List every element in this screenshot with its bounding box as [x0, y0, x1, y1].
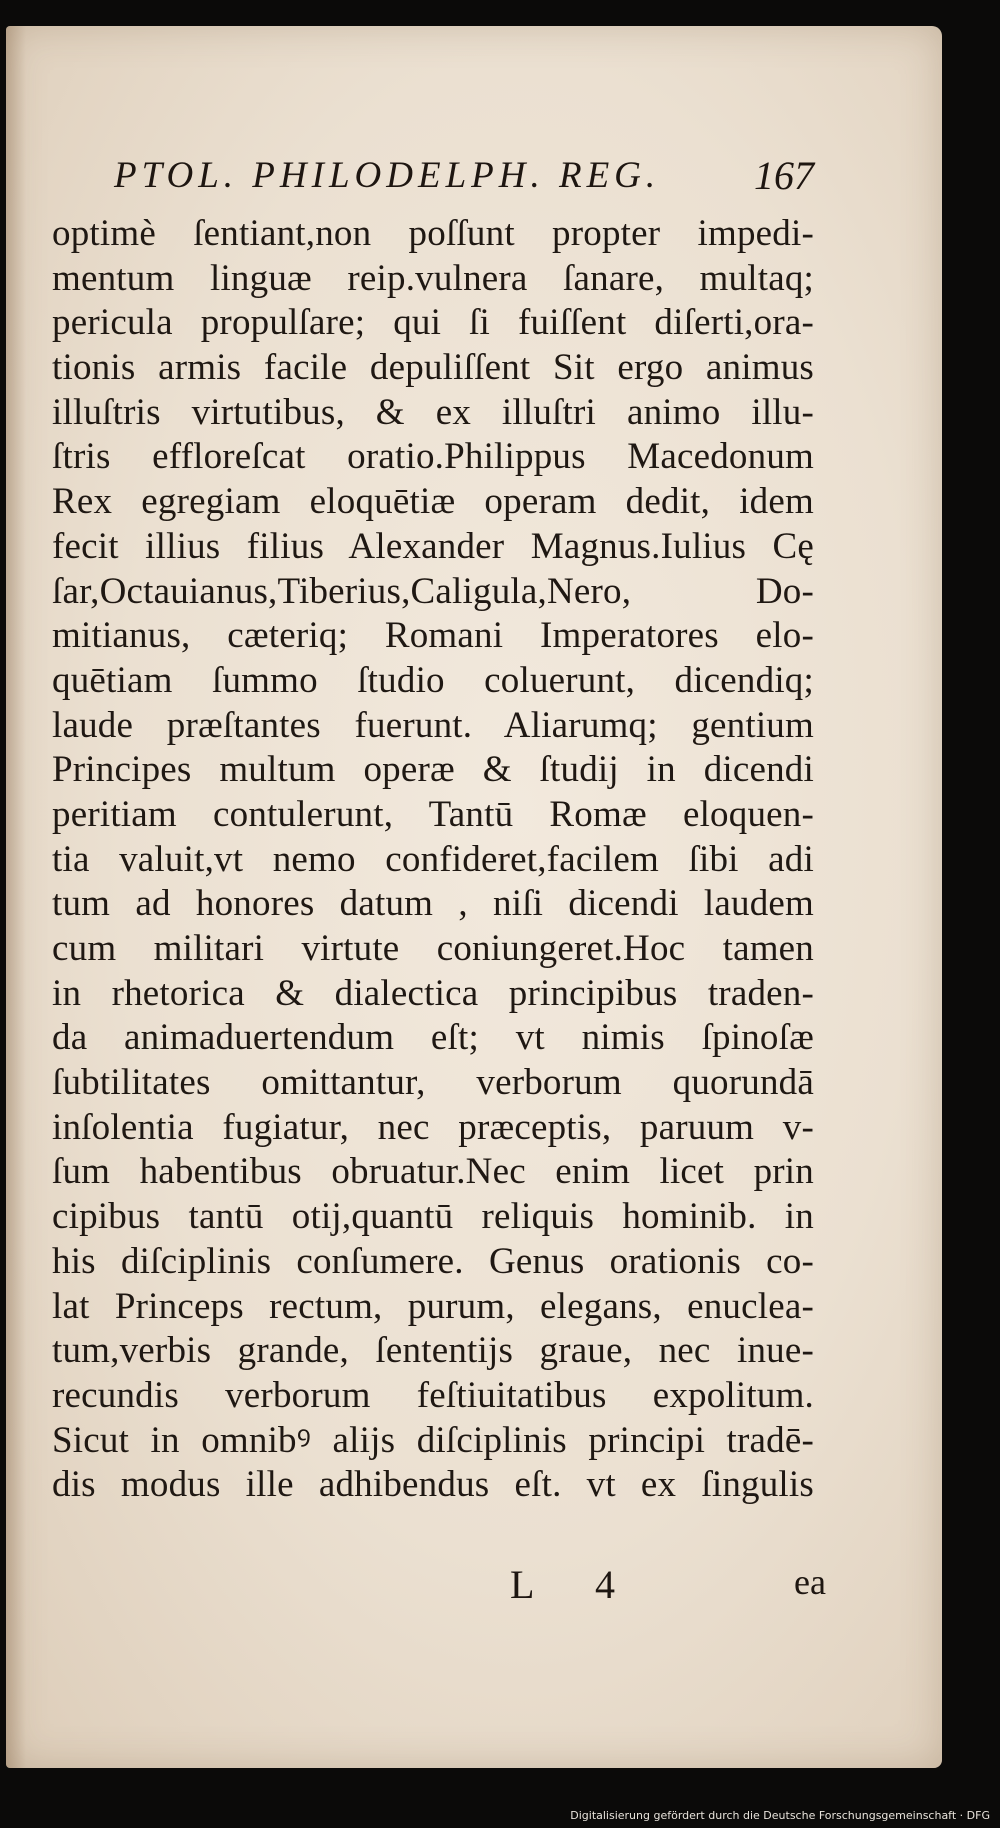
book-page — [6, 26, 942, 1768]
text-line: mitianus, cæteriq; Romani Imperatores elo- — [52, 615, 814, 657]
text-line: his diſciplinis conſumere. Genus orationis co- — [52, 1240, 814, 1282]
text-line: in rhetorica & dialectica principibus traden- — [52, 972, 814, 1014]
text-line: tum,verbis grande, ſententijs graue, nec inue- — [52, 1330, 814, 1372]
running-head: PTOL. PHILODELPH. REG. — [114, 155, 661, 196]
text-line: Principes multum operæ & ſtudij in dicendi — [52, 749, 814, 791]
text-line: fecit illius filius Alexander Magnus.Iulius Cę — [52, 525, 814, 567]
page-footer — [506, 1561, 826, 1617]
text-line: tionis armis facile depuliſſent Sit ergo animus — [52, 347, 814, 389]
digitization-credit: Digitalisierung gefördert durch die Deutsche Forschungsgemeinschaft · DFG — [570, 1809, 990, 1822]
text-line: cipibus tantū otij,quantū reliquis hominib. in — [52, 1196, 814, 1238]
text-line: Rex egregiam eloquētiæ operam dedit, idem — [52, 481, 814, 523]
text-line: dis modus ille adhibendus eſt. vt ex ſingulis — [52, 1464, 814, 1506]
text-line: illuſtris virtutibus, & ex illuſtri animo illu- — [52, 391, 814, 433]
text-line: laude præſtantes fuerunt. Aliarumq; gentium — [52, 704, 814, 746]
page-number: 167 — [754, 153, 814, 198]
text-line: quētiam ſummo ſtudio coluerunt, dicendiq; — [52, 659, 814, 701]
text-line: tum ad honores datum , niſi dicendi laudem — [52, 883, 814, 925]
text-line: Sicut in omnibꝰ alijs diſciplinis principi tradē- — [52, 1419, 814, 1461]
body-text — [52, 212, 814, 1552]
text-line: recundis verborum feſtiuitatibus expolitum. — [52, 1374, 814, 1416]
signature-mark: L 4 — [510, 1562, 641, 1607]
text-line: mentum linguæ reip.vulnera ſanare, multaq; — [52, 257, 814, 299]
text-line: inſolentia fugiatur, nec præceptis, paruum v- — [52, 1106, 814, 1148]
catchword: ea — [794, 1562, 826, 1602]
text-line: ſar,Octauianus,Tiberius,Caligula,Nero, Do- — [52, 570, 814, 612]
page-spine-shadow — [6, 26, 26, 1768]
text-line: tia valuit,vt nemo confideret,facilem ſibi adi — [52, 838, 814, 880]
text-line: ſtris effloreſcat oratio.Philippus Macedonum — [52, 436, 814, 478]
text-line: lat Princeps rectum, purum, elegans, enuclea- — [52, 1285, 814, 1327]
text-line: peritiam contulerunt, Tantū Romæ eloquen- — [52, 793, 814, 835]
text-line: da animaduertendum eſt; vt nimis ſpinoſæ — [52, 1017, 814, 1059]
text-line: ſubtilitates omittantur, verborum quorundā — [52, 1062, 814, 1104]
text-line: ſum habentibus obruatur.Nec enim licet prin — [52, 1151, 814, 1193]
text-line: optimè ſentiant,non poſſunt propter impedi- — [52, 213, 814, 254]
text-line: pericula propulſare; qui ſi fuiſſent diſerti,ora- — [52, 302, 814, 344]
text-line: cum militari virtute coniungeret.Hoc tamen — [52, 928, 814, 969]
page-header — [114, 146, 814, 210]
